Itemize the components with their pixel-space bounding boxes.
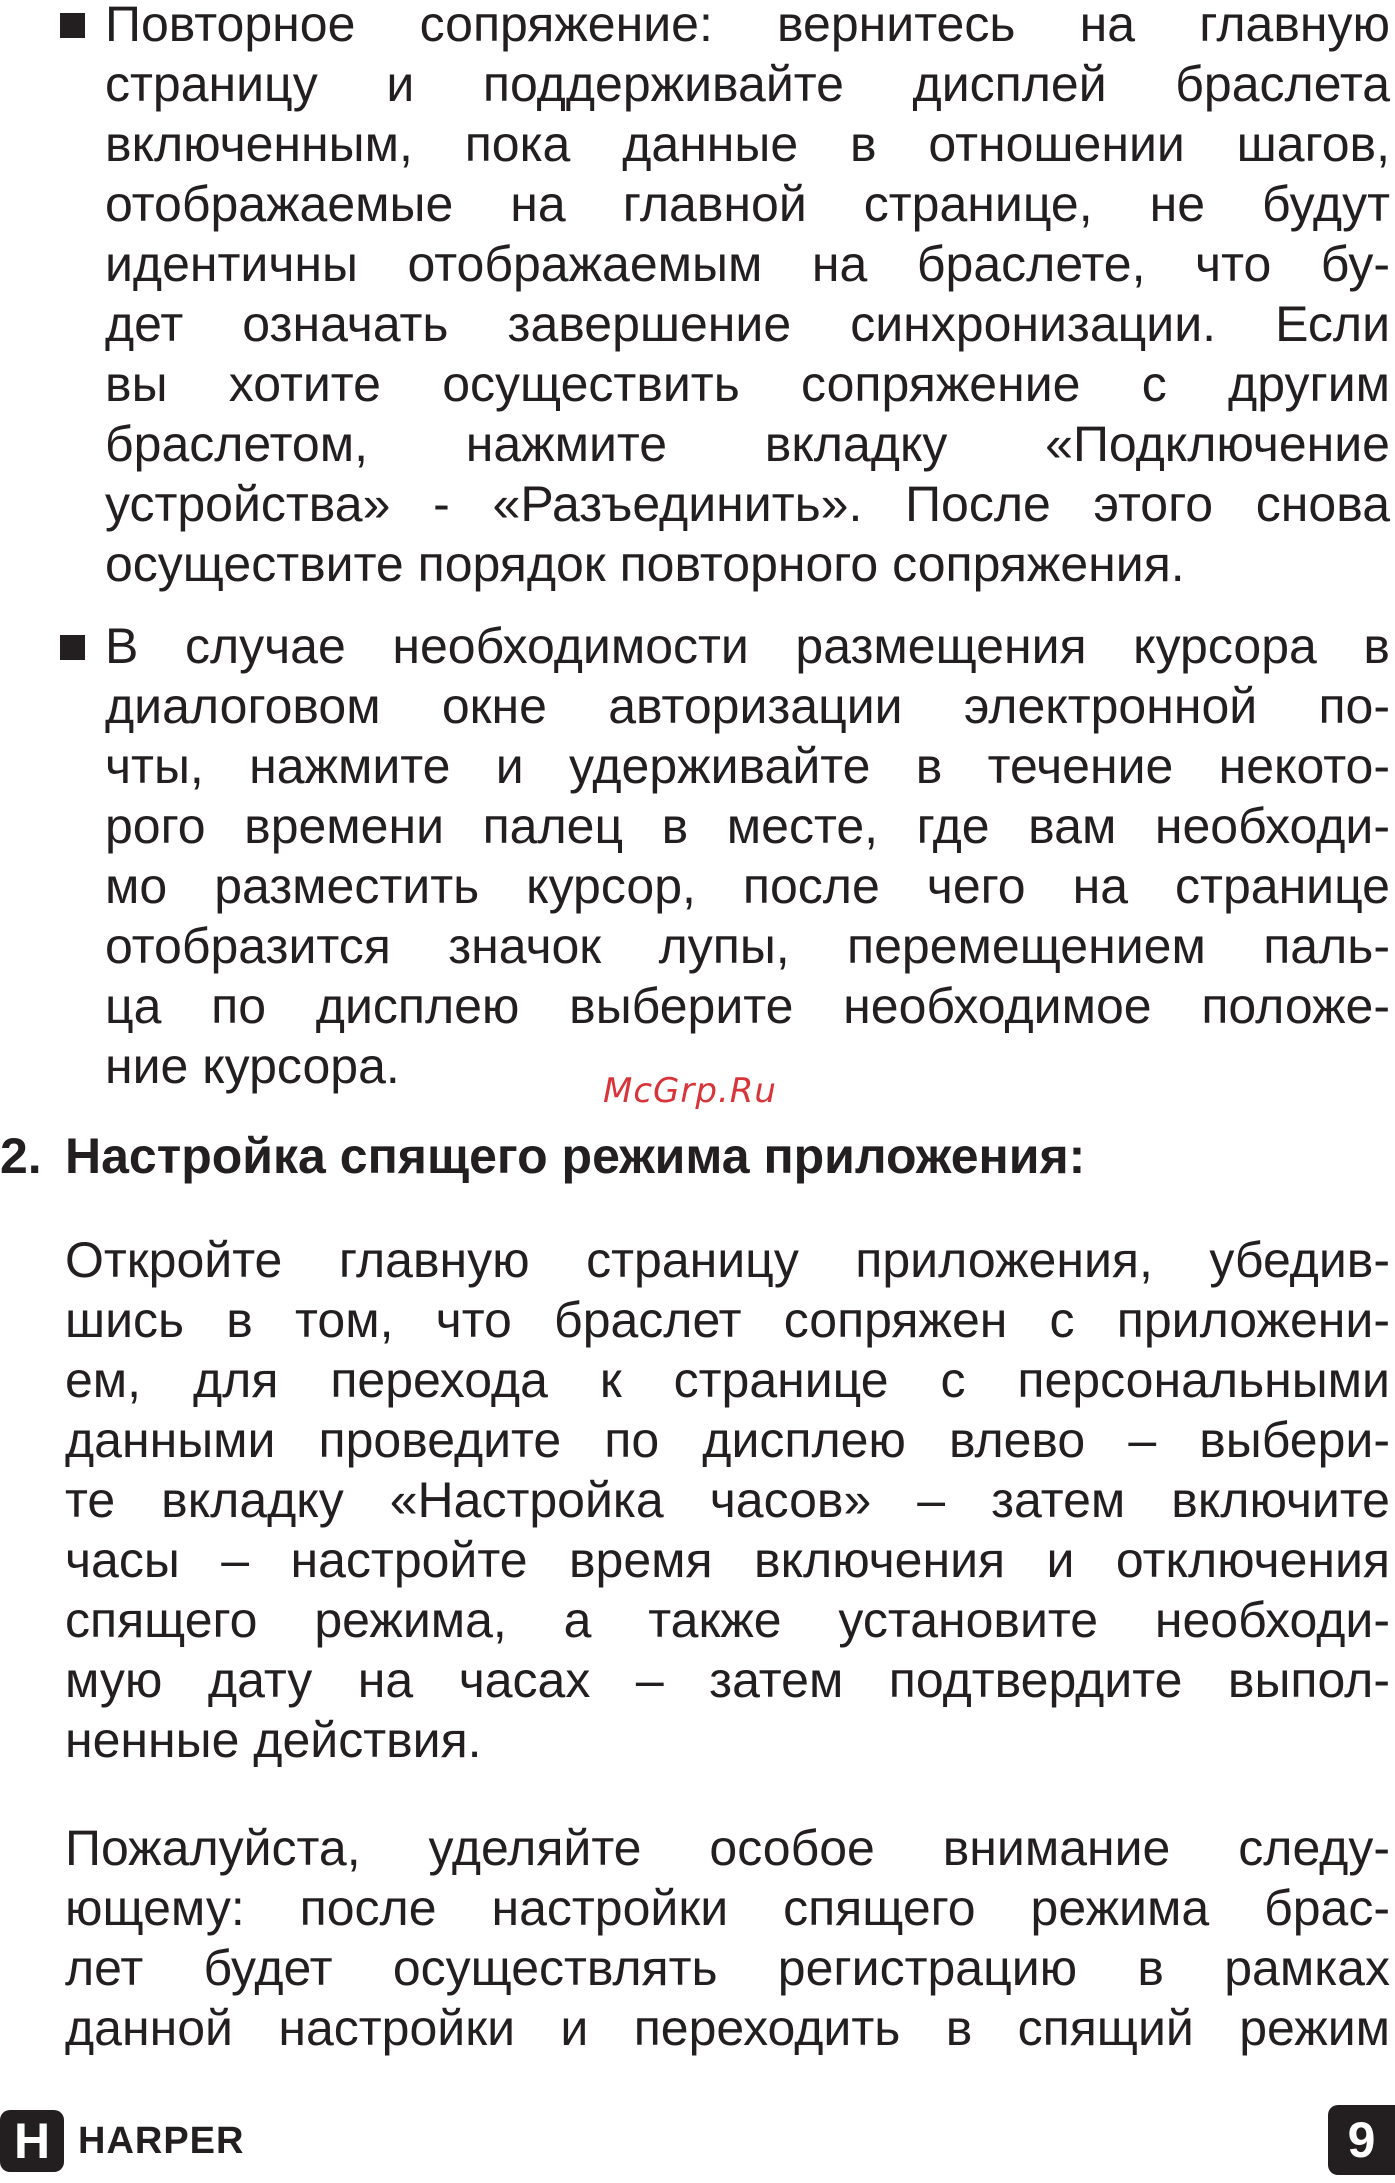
text-line: В случае необходимости размещения курсора в [105,618,1390,674]
text-line: отобразится значок лупы, перемещением паль- [105,918,1390,974]
text-line: мую дату на часах – затем подтвердите выпол- [65,1652,1390,1708]
watermark: McGrp.Ru [603,1071,777,1111]
bullet-square [60,13,85,38]
text-line: Повторное сопряжение: вернитесь на главную [105,0,1390,52]
text-line: ненные действия. [65,1712,482,1768]
text-line: отображаемые на главной странице, не будут [105,176,1390,232]
section-number: 2. [0,1128,42,1184]
brand-name: HARPER [78,2120,245,2162]
logo-icon [0,2110,64,2172]
text-line: ние курсора. [105,1038,400,1094]
page-number-badge [1328,2105,1395,2175]
text-line: чты, нажмите и удерживайте в течение некото- [105,738,1390,794]
text-line: браслетом, нажмите вкладку «Подключение [105,416,1390,472]
text-line: включенным, пока данные в отношении шагов, [105,116,1390,172]
text-line: Пожалуйста, уделяйте особое внимание следу- [65,1820,1390,1876]
text-line: ем, для перехода к странице с персональными [65,1352,1390,1408]
text-line: лет будет осуществлять регистрацию в рамках [65,1940,1390,1996]
text-line: осуществите порядок повторного сопряжения. [105,536,1185,592]
text-line: Откройте главную страницу приложения, убедив- [65,1232,1390,1288]
text-line: мо разместить курсор, после чего на странице [105,858,1390,914]
text-line: спящего режима, а также установите необходи- [65,1592,1390,1648]
section-title: Настройка спящего режима приложения: [65,1128,1086,1184]
text-line: ющему: после настройки спящего режима брас- [65,1880,1390,1936]
logo-letter: H [13,2113,51,2169]
text-line: идентичны отображаемым на браслете, что бу- [105,236,1390,292]
text-line: рого времени палец в месте, где вам необходи- [105,798,1390,854]
text-line: те вкладку «Настройка часов» – затем включите [65,1472,1390,1528]
text-line: дет означать завершение синхронизации. Если [105,296,1390,352]
text-line: диалоговом окне авторизации электронной по- [105,678,1390,734]
text-line: ца по дисплею выберите необходимое положе- [105,978,1390,1034]
section-heading [0,1126,1395,1186]
text-line: часы – настройте время включения и отключения [65,1532,1390,1588]
text-line: устройства» - «Разъединить». После этого снова [105,476,1390,532]
page-number: 9 [1347,2112,1376,2168]
text-line: вы хотите осуществить сопряжение с другим [105,356,1390,412]
bullet-square [60,635,85,660]
text-line: данными проведите по дисплею влево – выбери- [65,1412,1390,1468]
text-line: данной настройки и переходить в спящий режим [65,2000,1390,2056]
text-line: шись в том, что браслет сопряжен с приложени- [65,1292,1390,1348]
text-line: страницу и поддерживайте дисплей браслета [105,56,1390,112]
